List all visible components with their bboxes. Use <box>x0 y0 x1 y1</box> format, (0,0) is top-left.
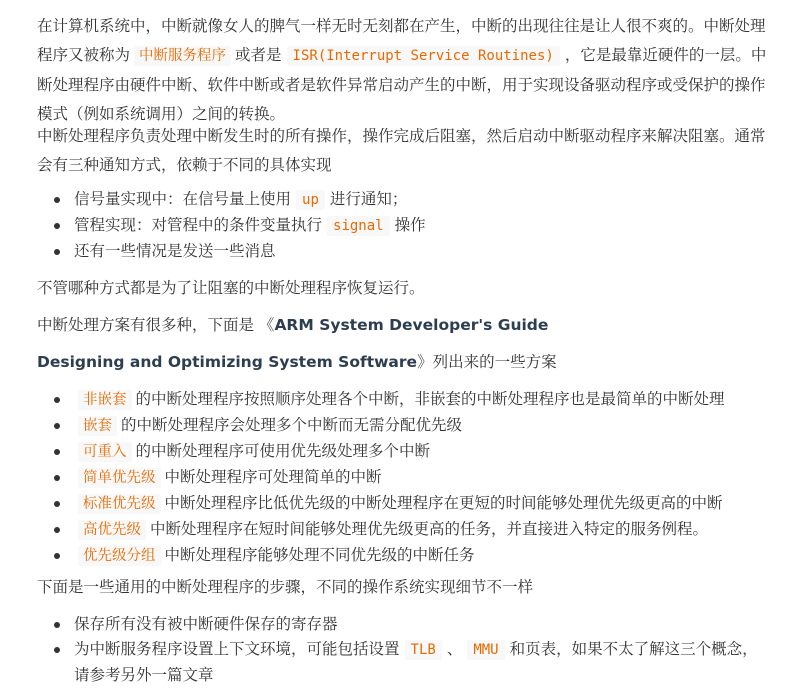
list-item <box>37 543 772 569</box>
bullet-icon <box>54 501 60 507</box>
scheme-description: 的中断处理程序可使用优先级处理多个中断 <box>135 442 431 460</box>
bullet-icon <box>54 423 60 429</box>
scheme-name: 高优先级 <box>78 520 146 540</box>
list-item <box>37 439 772 465</box>
list-item <box>37 465 772 491</box>
intro-text-3: ，它是最靠近硬件的一层。中断处理程序由硬件中断、软件中断或者是软件异常启动产生的中断，用于实现设备驱动程序或受保护的操作模式（例如系统调用）之间的转换。 <box>37 46 767 123</box>
scheme-description: 中断处理程序在短时间能够处理优先级更高的任务，并直接进入特定的服务例程。 <box>150 520 709 538</box>
list-item <box>37 413 772 439</box>
scheme-description: 的中断处理程序会处理多个中断而无需分配优先级 <box>121 416 463 434</box>
list-item <box>37 213 772 239</box>
list-item-text: 还有一些情况是发送一些消息 <box>74 242 276 260</box>
interrupt-schemes-list <box>37 387 772 569</box>
inline-code-tlb: TLB <box>405 640 442 660</box>
inline-code-signal: signal <box>327 216 390 236</box>
list-item <box>37 387 772 413</box>
paragraph-handler-duty: 中断处理程序负责处理中断发生时的所有操作，操作完成后阻塞，然后启动中断驱动程序来解决阻塞。通常会有三种通知方式，依赖于不同的具体实现 <box>37 127 766 174</box>
list-item-text: 管程实现：对管程中的条件变量执行 <box>74 216 323 234</box>
list-item-text: 信号量实现中：在信号量上使用 <box>74 190 292 208</box>
intro-text-2: 或者是 <box>235 46 282 64</box>
scheme-name: 优先级分组 <box>78 546 161 566</box>
bullet-icon <box>54 475 60 481</box>
paragraph-steps-intro: 下面是一些通用的中断处理程序的步骤，不同的操作系统实现细节不一样 <box>37 578 534 596</box>
inline-code-isr-cn: 中断服务程序 <box>134 46 231 66</box>
handler-steps-list <box>37 612 772 688</box>
intro-text-1: 在计算机系统中，中断就像女人的脾气一样无时无刻都在产生，中断的出现往往是让人很不爽的。中断处理程序又被称为 <box>37 17 766 64</box>
list-item-text: 进行通知； <box>329 190 408 208</box>
list-item-text: 为中断服务程序设置上下文环境，可能包括设置 <box>74 640 400 658</box>
list-item-separator: 、 <box>446 640 463 658</box>
bullet-icon <box>54 527 60 533</box>
paragraph-book-subtitle <box>37 350 772 375</box>
schemes-intro-text: 中断处理方案有很多种，下面是 《 <box>37 316 275 334</box>
list-item <box>37 491 772 517</box>
list-item <box>37 637 772 688</box>
book-subtitle-tail: 》列出来的一些方案 <box>417 353 557 371</box>
list-item <box>37 612 772 637</box>
scheme-name: 嵌套 <box>78 416 117 436</box>
bullet-icon <box>54 397 60 403</box>
bullet-icon <box>54 223 60 229</box>
bullet-icon <box>54 249 60 255</box>
scheme-description: 中断处理程序可处理简单的中断 <box>164 468 382 486</box>
list-item-text: 保存所有没有被中断硬件保存的寄存器 <box>74 615 338 633</box>
bullet-icon <box>54 197 60 203</box>
scheme-name: 简单优先级 <box>78 468 161 488</box>
list-item-text: 操作 <box>394 216 426 234</box>
scheme-name: 可重入 <box>78 442 132 462</box>
inline-code-mmu: MMU <box>467 640 504 660</box>
bullet-icon <box>54 449 60 455</box>
inline-code-up: up <box>296 190 325 210</box>
list-item <box>37 517 772 543</box>
bullet-icon <box>54 622 60 628</box>
scheme-name: 标准优先级 <box>78 494 161 514</box>
list-item-text: 和页表，如果不太了解这三个概念，请参考另外一篇文章 <box>74 640 758 684</box>
paragraph-interrupt-intro <box>37 12 772 129</box>
book-title-part2: Designing and Optimizing System Software <box>37 353 418 371</box>
paragraph-schemes-intro <box>37 313 772 338</box>
scheme-name: 非嵌套 <box>78 390 132 410</box>
scheme-description: 中断处理程序能够处理不同优先级的中断任务 <box>164 546 475 564</box>
list-item <box>37 187 772 213</box>
bullet-icon <box>54 647 60 653</box>
inline-code-isr-en: ISR(Interrupt Service Routines) <box>287 46 560 66</box>
scheme-description: 的中断处理程序按照顺序处理各个中断，非嵌套的中断处理程序也是最简单的中断处理 <box>135 390 725 408</box>
book-title-part1: ARM System Developer's Guide <box>274 316 549 334</box>
bullet-icon <box>54 553 60 559</box>
scheme-description: 中断处理程序比低优先级的中断处理程序在更短的时间能够处理优先级更高的中断 <box>164 494 723 512</box>
notification-methods-list <box>37 187 772 264</box>
paragraph-resume: 不管哪种方式都是为了让阻塞的中断处理程序恢复运行。 <box>37 279 425 297</box>
list-item <box>37 239 772 264</box>
